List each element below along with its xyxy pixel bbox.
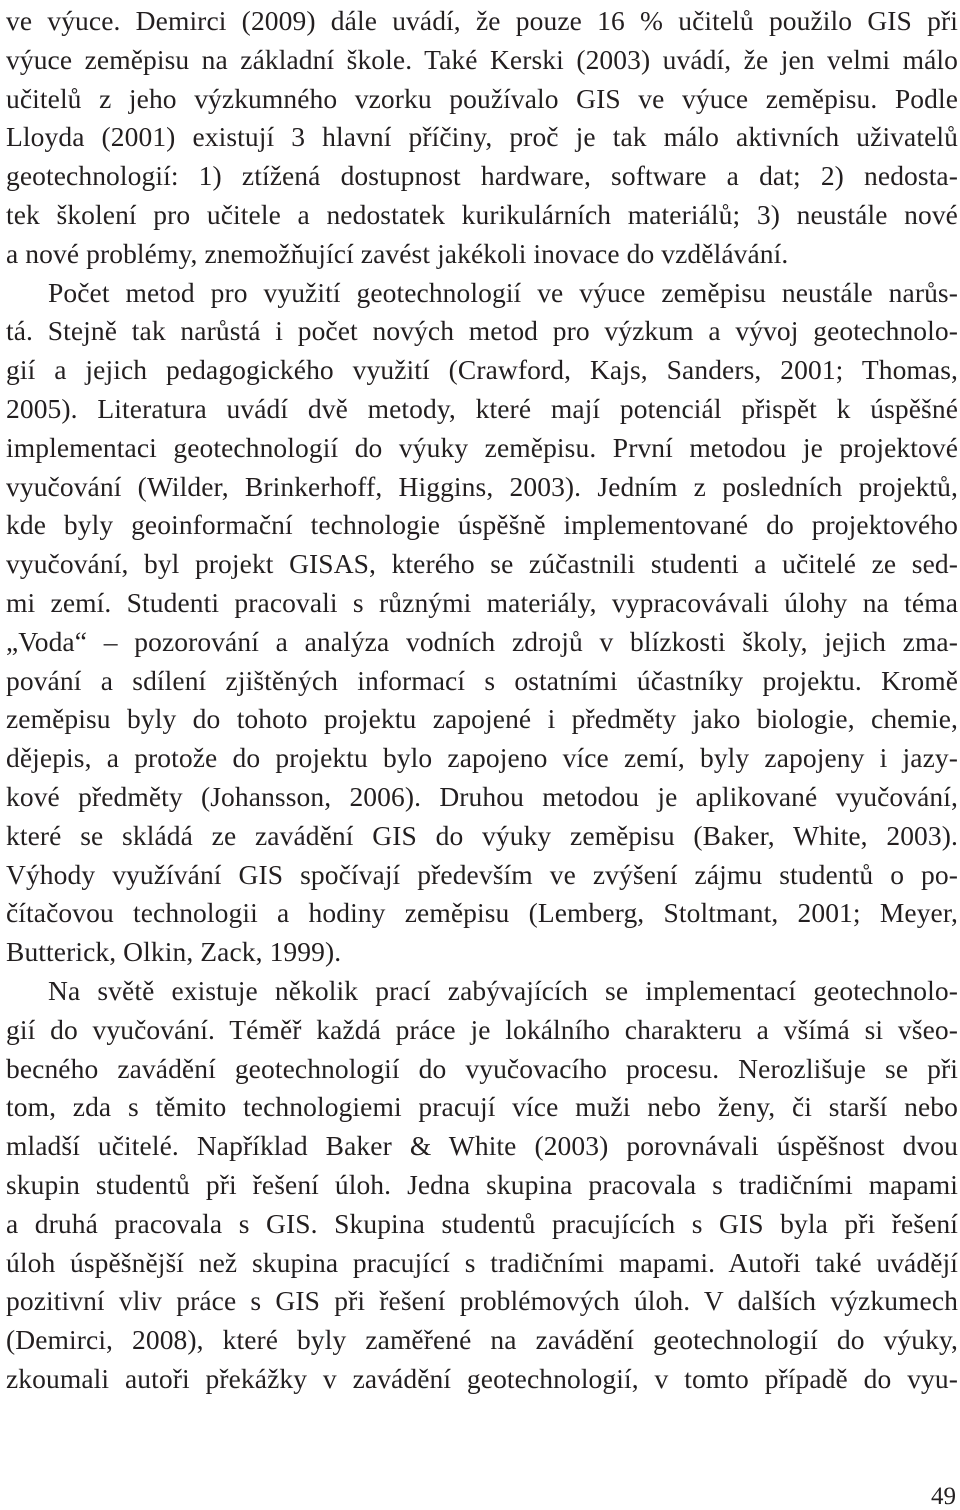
- text-line: které se skládá ze zavádění GIS do výuky zeměpisu (Baker, White, 2003).: [6, 819, 958, 851]
- text-line: zkoumali autoři překážky v zavádění geotechnologií, v tomto případě do vyu-: [6, 1362, 958, 1394]
- text-line: pozitivní vliv práce s GIS při řešení problémových úloh. V dalších výzkumech: [6, 1285, 958, 1317]
- body-text: [6, 2, 958, 1399]
- text-line: implementaci geotechnologií do výuky zeměpisu. První metodou je projektové: [6, 431, 958, 463]
- text-line: a nové problémy, znemožňující zavést jakékoli inovace do vzdělávání.: [6, 237, 789, 269]
- text-line: gií do vyučování. Téměř každá práce je lokálního charakteru a všímá si všeo-: [6, 1013, 958, 1045]
- text-line: gií a jejich pedagogického využití (Crawford, Kajs, Sanders, 2001; Thomas,: [6, 354, 958, 386]
- text-line: čítačovou technologii a hodiny zeměpisu (Lemberg, Stoltmant, 2001; Meyer,: [6, 897, 958, 929]
- text-line: výuce zeměpisu na základní škole. Také Kerski (2003) uvádí, že jen velmi málo: [6, 43, 958, 75]
- text-line: mi zemí. Studenti pracovali s různými materiály, vypracovávali úlohy na téma: [6, 586, 958, 618]
- text-line: Výhody využívání GIS spočívají především ve zvýšení zájmu studentů o po-: [6, 858, 958, 890]
- paragraph-1: [6, 2, 958, 274]
- text-line: 2005). Literatura uvádí dvě metody, které mají potenciál přispět k úspěšné: [6, 392, 958, 424]
- paragraph-2: [6, 274, 958, 972]
- text-line: zeměpisu byly do tohoto projektu zapojené i předměty jako biologie, chemie,: [6, 703, 958, 735]
- text-line: skupin studentů při řešení úloh. Jedna skupina pracovala s tradičními mapami: [6, 1168, 958, 1200]
- text-line: Počet metod pro využití geotechnologií ve výuce zeměpisu neustále narůs-: [48, 276, 958, 308]
- text-line: kové předměty (Johansson, 2006). Druhou metodou je aplikované vyučování,: [6, 780, 958, 812]
- text-line: „Voda“ – pozorování a analýza vodních zdrojů v blízkosti školy, jejich zma-: [6, 625, 958, 657]
- text-line: úloh úspěšnější než skupina pracující s tradičními mapami. Autoři také uvádějí: [6, 1246, 958, 1278]
- text-line: tom, zda s těmito technologiemi pracují více muži nebo ženy, či starší nebo: [6, 1091, 958, 1123]
- text-line: becného zavádění geotechnologií do vyučovacího procesu. Nerozlišuje se při: [6, 1052, 958, 1084]
- text-line: (Demirci, 2008), které byly zaměřené na zavádění geotechnologií do výuky,: [6, 1324, 958, 1356]
- text-line: vyučování (Wilder, Brinkerhoff, Higgins, 2003). Jedním z posledních projektů,: [6, 470, 958, 502]
- text-line: mladší učitelé. Například Baker & White (2003) porovnávali úspěšnost dvou: [6, 1130, 958, 1162]
- page-number: 49: [931, 1483, 956, 1510]
- text-line: učitelů z jeho výzkumného vzorku používalo GIS ve výuce zeměpisu. Podle: [6, 82, 958, 114]
- text-line: Butterick, Olkin, Zack, 1999).: [6, 936, 342, 968]
- text-line: pování a sdílení zjištěných informací s ostatními účastníky projektu. Kromě: [6, 664, 958, 696]
- text-line: kde byly geoinformační technologie úspěšně implementované do projektového: [6, 509, 958, 541]
- text-line: vyučování, byl projekt GISAS, kterého se zúčastnili studenti a učitelé ze sed-: [6, 548, 958, 580]
- text-line: tá. Stejně tak narůstá i počet nových metod pro výzkum a vývoj geotechnolo-: [6, 315, 958, 347]
- text-line: geotechnologií: 1) ztížená dostupnost hardware, software a dat; 2) nedosta-: [6, 160, 958, 192]
- text-line: a druhá pracovala s GIS. Skupina studentů pracujících s GIS byla při řešení: [6, 1207, 958, 1239]
- text-line: tek školení pro učitele a nedostatek kurikulárních materiálů; 3) neustále nové: [6, 198, 958, 230]
- paragraph-3: [6, 972, 958, 1399]
- text-line: dějepis, a protože do projektu bylo zapojeno více zemí, byly zapojeny i jazy-: [6, 742, 958, 774]
- text-line: Na světě existuje několik prací zabývajících se implementací geotechnolo-: [48, 974, 958, 1006]
- text-line: Lloyda (2001) existují 3 hlavní příčiny, proč je tak málo aktivních uživatelů: [6, 121, 958, 153]
- text-line: ve výuce. Demirci (2009) dále uvádí, že pouze 16 % učitelů použilo GIS při: [6, 5, 958, 36]
